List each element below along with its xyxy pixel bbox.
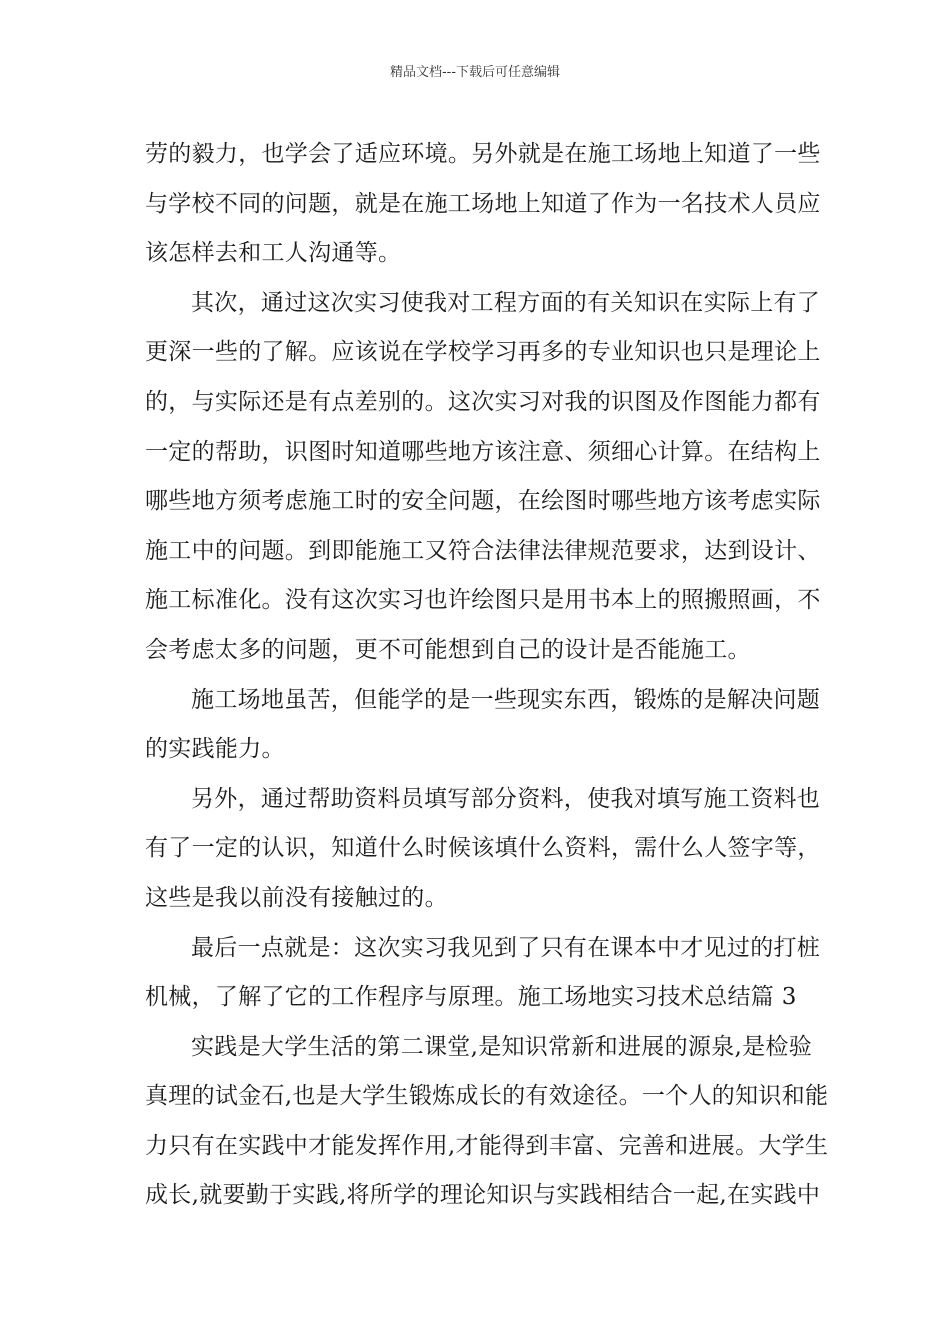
text-line: 哪些地方须考虑施工时的安全问题，在绘图时哪些地方该考虑实际: [145, 488, 821, 515]
text-line: 成长,就要勤于实践,将所学的理论知识与实践相结合一起,在实践中: [145, 1182, 821, 1209]
paragraph-first-line: 施工场地虽苦，但能学的是一些现实东西，锻炼的是解决问题: [191, 686, 821, 713]
text-line: 的，与实际还是有点差别的。这次实习对我的识图及作图能力都有: [145, 388, 821, 415]
text-line: 一定的帮助，识图时知道哪些地方该注意、须细心计算。在结构上: [145, 438, 821, 465]
text-line: 劳的毅力，也学会了适应环境。另外就是在施工场地上知道了一些: [145, 141, 821, 167]
text-line: 更深一些的了解。应该说在学校学习再多的专业知识也只是理论上: [145, 339, 821, 366]
paragraph-first-line: 最后一点就是：这次实习我见到了只有在课本中才见过的打桩: [191, 934, 821, 961]
paragraph-first-line: 其次，通过这次实习使我对工程方面的有关知识在实际上有了: [191, 289, 821, 316]
paragraph-first-line: 实践是大学生活的第二课堂,是知识常新和进展的源泉,是检验: [191, 1033, 813, 1060]
text-line: 机械，了解了它的工作程序与原理。施工场地实习技术总结篇 3: [145, 984, 797, 1011]
text-line: 这些是我以前没有接触过的。: [145, 884, 448, 911]
text-line: 真理的试金石,也是大学生锻炼成长的有效途径。一个人的知识和能: [145, 1083, 829, 1110]
text-line: 力只有在实践中才能发挥作用,才能得到丰富、完善和进展。大学生: [145, 1132, 829, 1159]
text-line: 会考虑太多的问题，更不可能想到自己的设计是否能施工。: [145, 636, 751, 663]
text-line: 的实践能力。: [145, 736, 285, 763]
document-body: [145, 130, 829, 1221]
paragraph-first-line: 另外，通过帮助资料员填写部分资料，使我对填写施工资料也: [191, 785, 821, 812]
text-line: 施工中的问题。到即能施工又符合法律法律规范要求，达到设计、: [145, 537, 821, 564]
text-line: 施工标准化。没有这次实习也许绘图只是用书本上的照搬照画，不: [145, 587, 821, 614]
text-line: 有了一定的认识，知道什么时候该填什么资料，需什么人签字等，: [145, 835, 821, 862]
text-line: 该怎样去和工人沟通等。: [145, 240, 402, 267]
text-line: 与学校不同的问题，就是在施工场地上知道了作为一名技术人员应: [145, 190, 821, 217]
page-header: 精品文档---下载后可任意编辑: [389, 65, 561, 80]
